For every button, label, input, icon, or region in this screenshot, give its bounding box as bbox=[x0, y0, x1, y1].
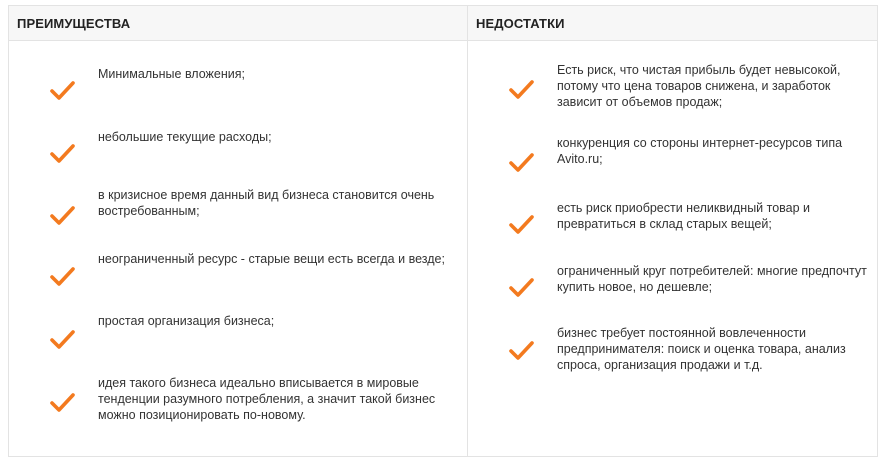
pros-item-text: в кризисное время данный вид бизнеса становится очень востребованным; bbox=[98, 188, 435, 218]
pros-cons-table bbox=[8, 5, 878, 457]
checkmark-icon bbox=[508, 339, 536, 363]
cons-item-text: есть риск приобрести неликвидный товар и превратиться в склад старых вещей; bbox=[557, 201, 811, 231]
pros-header: ПРЕИМУЩЕСТВА bbox=[9, 6, 467, 41]
checkmark-icon bbox=[508, 276, 536, 300]
cons-item-text: бизнес требует постоянной вовлеченности предпринимателя: поиск и оценка товара, анализ спроса, организация продажи и т.д. bbox=[557, 326, 846, 372]
pros-item-text: Минимальные вложения; bbox=[98, 67, 245, 81]
checkmark-icon bbox=[508, 213, 536, 237]
checkmark-icon bbox=[49, 79, 77, 103]
checkmark-icon bbox=[49, 391, 77, 415]
cons-item-text: ограниченный круг потребителей: многие предпочтут купить новое, но дешевле; bbox=[557, 264, 867, 294]
pros-item-text: идея такого бизнеса идеально вписывается в мировые тенденции разумного потребления, а значит такой бизнес можно позиционировать по-новому. bbox=[98, 376, 436, 422]
pros-column bbox=[9, 6, 468, 456]
checkmark-icon bbox=[49, 142, 77, 166]
checkmark-icon bbox=[508, 151, 536, 175]
checkmark-icon bbox=[508, 78, 536, 102]
cons-item-text: Есть риск, что чистая прибыль будет невысокой, потому что цена товаров снижена, и заработок зависит от объемов продаж; bbox=[557, 63, 841, 109]
pros-item-text: небольшие текущие расходы; bbox=[98, 130, 272, 144]
cons-column bbox=[468, 6, 877, 456]
checkmark-icon bbox=[49, 204, 77, 228]
checkmark-icon bbox=[49, 328, 77, 352]
checkmark-icon bbox=[49, 265, 77, 289]
pros-item-text: простая организация бизнеса; bbox=[98, 314, 275, 328]
pros-item-text: неограниченный ресурс - старые вещи есть всегда и везде; bbox=[98, 252, 445, 266]
cons-item-text: конкуренция со стороны интернет-ресурсов типа Avito.ru; bbox=[557, 136, 843, 166]
cons-header: НЕДОСТАТКИ bbox=[468, 6, 877, 41]
